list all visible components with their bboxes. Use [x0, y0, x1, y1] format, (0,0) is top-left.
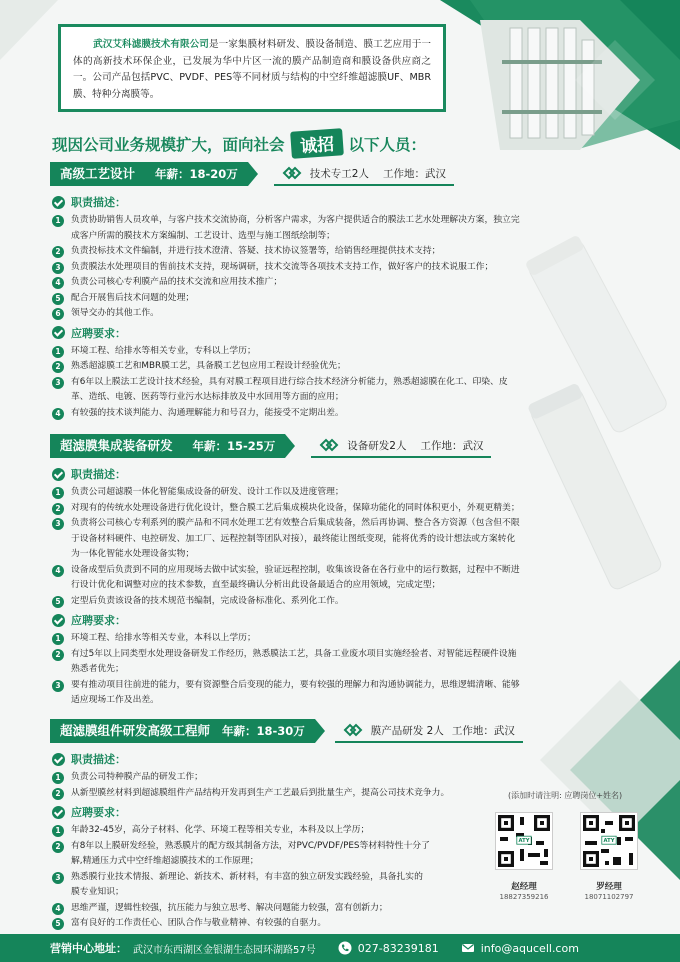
duties-heading: 职责描述：	[52, 466, 520, 482]
duties-list	[50, 485, 520, 609]
equipment-photo-collage	[440, 0, 680, 150]
list-item: 6 领导交办的其他工作。	[52, 306, 520, 322]
check-icon	[52, 196, 65, 209]
job-section-process-designer	[50, 162, 520, 421]
requirements-heading: 应聘要求：	[52, 612, 520, 628]
job-salary: 年薪：15-25万	[192, 439, 276, 453]
email-icon	[461, 941, 475, 955]
qr-code-icon	[581, 813, 637, 869]
contact-phone: 18071102797	[584, 893, 634, 901]
duties-heading: 职责描述：	[52, 751, 480, 767]
list-item: 1 环境工程、给排水等相关专业，专科以上学历；	[52, 344, 520, 360]
job-title: 超滤膜组件研发高级工程师 年薪：18-30万	[50, 719, 315, 743]
list-item: 1 年龄32-45岁，高分子材料、化学、环境工程等相关专业，本科及以上学历；	[52, 823, 430, 839]
company-description: 是一家集膜材料研发、膜设备制造、膜工艺应用于一体的高新技术环保企业，已发展为华中片区一流的膜产品制造商和膜设备供应商之一。公司产品包括PVC、PVDF、PES等不同材质与结构的中空纤维超滤膜UF、MBR膜、特种分离膜等。	[73, 39, 432, 100]
footer-address-label: 营销中心地址：	[50, 942, 127, 955]
job-headcount: 设备研发2人	[347, 439, 407, 452]
check-icon	[52, 326, 65, 339]
list-item: 5 富有良好的工作责任心、团队合作与敬业精神、有较强的自驱力。	[52, 916, 430, 932]
headline-post: 以下人员：	[348, 135, 427, 154]
job-section-membrane-engineer	[50, 719, 515, 932]
job-headcount: 技术专工2人	[309, 167, 369, 180]
list-item: 3 负责将公司核心专利系列的膜产品和不同水处理工艺有效整合后集成装备，然后再协调、整合各方资源（包含但不限于设备材料硬件、电控研发、加工厂、远程控制等团队对接），最终能让图纸变现，能将优秀的设计想法或方案转化为一体化智能水处理设备实物；	[52, 516, 520, 563]
list-item: 5 配合开展售后技术问题的处理；	[52, 291, 520, 307]
duties-heading: 职责描述：	[52, 194, 520, 210]
job-location: 工作地：武汉	[420, 439, 484, 452]
headline-pre: 现因公司业务规模扩大，面向社会	[52, 135, 285, 154]
qr-code[interactable]	[495, 812, 553, 870]
list-item: 1 负责公司超滤膜一体化智能集成设备的研发、设计工作以及进度管理；	[52, 485, 520, 501]
job-location: 工作地：武汉	[451, 724, 515, 737]
chevron-arrows-icon	[319, 438, 339, 452]
job-info	[274, 162, 454, 186]
requirements-list	[50, 631, 520, 709]
requirements-heading: 应聘要求：	[52, 804, 480, 820]
list-item: 1 负责协助销售人员攻单，与客户技术交流协商，分析客户需求，为客户提供适合的膜法工艺水处理解决方案，独立完成客户所需的膜技术方案编制、工艺设计、选型与施工图纸绘制等；	[52, 213, 520, 244]
list-item: 2 有8年以上膜研发经验，熟悉膜片的配方级其制备方法，对PVC/PVDF/PES等材料特性十分了解,精通压力式中空纤维超滤膜技术的工作原理；	[52, 839, 430, 870]
list-item: 4 思维严谨，逻辑性较强，抗压能力与独立思考、解决问题能力较强，富有创新力；	[52, 901, 430, 917]
job-title: 高级工艺设计 年薪：18-20万	[50, 162, 248, 186]
job-info	[335, 719, 523, 743]
list-item: 5 定型后负责该设备的技术规范书编制，完成设备标准化、系列化工作。	[52, 594, 520, 610]
job-location: 工作地：武汉	[382, 167, 446, 180]
list-item: 4 有较强的技术谈判能力、沟通理解能力和号召力，能接受不定期出差。	[52, 406, 520, 422]
qr-code-icon	[496, 813, 552, 869]
list-item: 3 熟悉膜行业技术情报、新理论、新技术、新材料，有丰富的独立研发实践经验，具备扎实的膜专业知识；	[52, 870, 430, 901]
job-salary: 年薪：18-30万	[222, 724, 305, 738]
list-item: 2 有过5年以上同类型水处理设备研发工作经历，熟悉膜法工艺，具备工业废水项目实施经验者、对智能远程硬件设施熟悉者优先；	[52, 647, 520, 678]
list-item: 2 对现有的传统水处理设备进行优化设计，整合膜工艺后集成模块化设备，保障功能化的同时体积更小，外观更精美；	[52, 501, 520, 517]
qr-code[interactable]	[580, 812, 638, 870]
footer-bar	[0, 934, 680, 962]
company-name: 武汉艾科滤膜技术有限公司	[93, 39, 209, 50]
list-item: 2 从新型膜丝材料到超滤膜组件产品结构开发再到生产工艺最后到批量生产，提高公司技术竞争力。	[52, 786, 480, 802]
check-icon	[52, 468, 65, 481]
chevron-arrows-icon	[343, 723, 363, 737]
job-salary: 年薪：18-20万	[155, 167, 238, 181]
company-intro	[58, 24, 446, 112]
list-item: 4 负责公司核心专利膜产品的技术交流和应用技术推广；	[52, 275, 520, 291]
duties-list	[50, 213, 520, 322]
list-item: 2 熟悉超滤膜工艺和MBR膜工艺，具备膜工艺包应用工程设计经验优先；	[52, 359, 520, 375]
list-item: 1 负责公司特种膜产品的研发工作；	[52, 770, 480, 786]
job-title-bar	[50, 162, 520, 186]
contact-name: 赵经理	[511, 882, 537, 892]
check-icon	[52, 806, 65, 819]
footer-email[interactable]: info@aqucell.com	[480, 941, 579, 955]
qr-brand: ATY	[518, 838, 530, 845]
duties-list	[50, 770, 480, 801]
contact-note: (添加时请注明: 应聘岗位+姓名)	[508, 791, 623, 800]
contact-name: 罗经理	[596, 882, 622, 892]
contact-phone: 18827359216	[499, 893, 549, 901]
requirements-list	[50, 823, 430, 932]
job-info	[311, 434, 491, 458]
job-title-bar	[50, 434, 520, 458]
check-icon	[52, 614, 65, 627]
headline-highlight: 诚招	[290, 128, 344, 159]
job-title: 超滤膜集成装备研发 年薪：15-25万	[50, 434, 285, 458]
chevron-arrows-icon	[282, 166, 302, 180]
list-item: 2 负责投标技术文件编制，并进行技术澄清、答疑、技术协议签署等，给销售经理提供技术支持；	[52, 244, 520, 260]
job-headcount: 膜产品研发 2人	[370, 724, 444, 737]
recruitment-headline	[52, 130, 426, 157]
list-item: 3 负责膜法水处理项目的售前技术支持，现场调研，技术交流等各项技术支持工作，做好客户的技术说服工作；	[52, 260, 520, 276]
requirements-heading: 应聘要求：	[52, 325, 520, 341]
requirements-list	[50, 344, 520, 422]
list-item: 3 有6年以上膜法工艺设计技术经验，具有对膜工程项目进行综合技术经济分析能力，熟悉超滤膜在化工、印染、皮革、造纸、电镀、医药等行业污水达标排放及中水回用等方面的应用；	[52, 375, 520, 406]
qr-brand: ATY	[603, 838, 615, 845]
list-item: 3 要有推动项目往前进的能力，要有资源整合后变现的能力，要有较强的理解力和沟通协调能力，思维逻辑清晰、能够适应现场工作及出差。	[52, 678, 520, 709]
phone-icon	[338, 941, 352, 955]
job-section-equipment-rnd	[50, 434, 520, 709]
list-item: 4 设备成型后负责到不同的应用现场去做中试实验，验证远程控制，收集该设备在各行业中的运行数据，过程中不断进行设计优化和调整对应的技术参数，直至最终确认分析出此设备最适合的应用领域，完成定型；	[52, 563, 520, 594]
check-icon	[52, 753, 65, 766]
job-title-bar	[50, 719, 515, 743]
list-item: 1 环境工程、给排水等相关专业，本科以上学历；	[52, 631, 520, 647]
footer-phone: 027-83239181	[357, 941, 439, 955]
footer-address: 武汉市东西湖区金银湖生态园环湖路57号	[133, 944, 316, 956]
